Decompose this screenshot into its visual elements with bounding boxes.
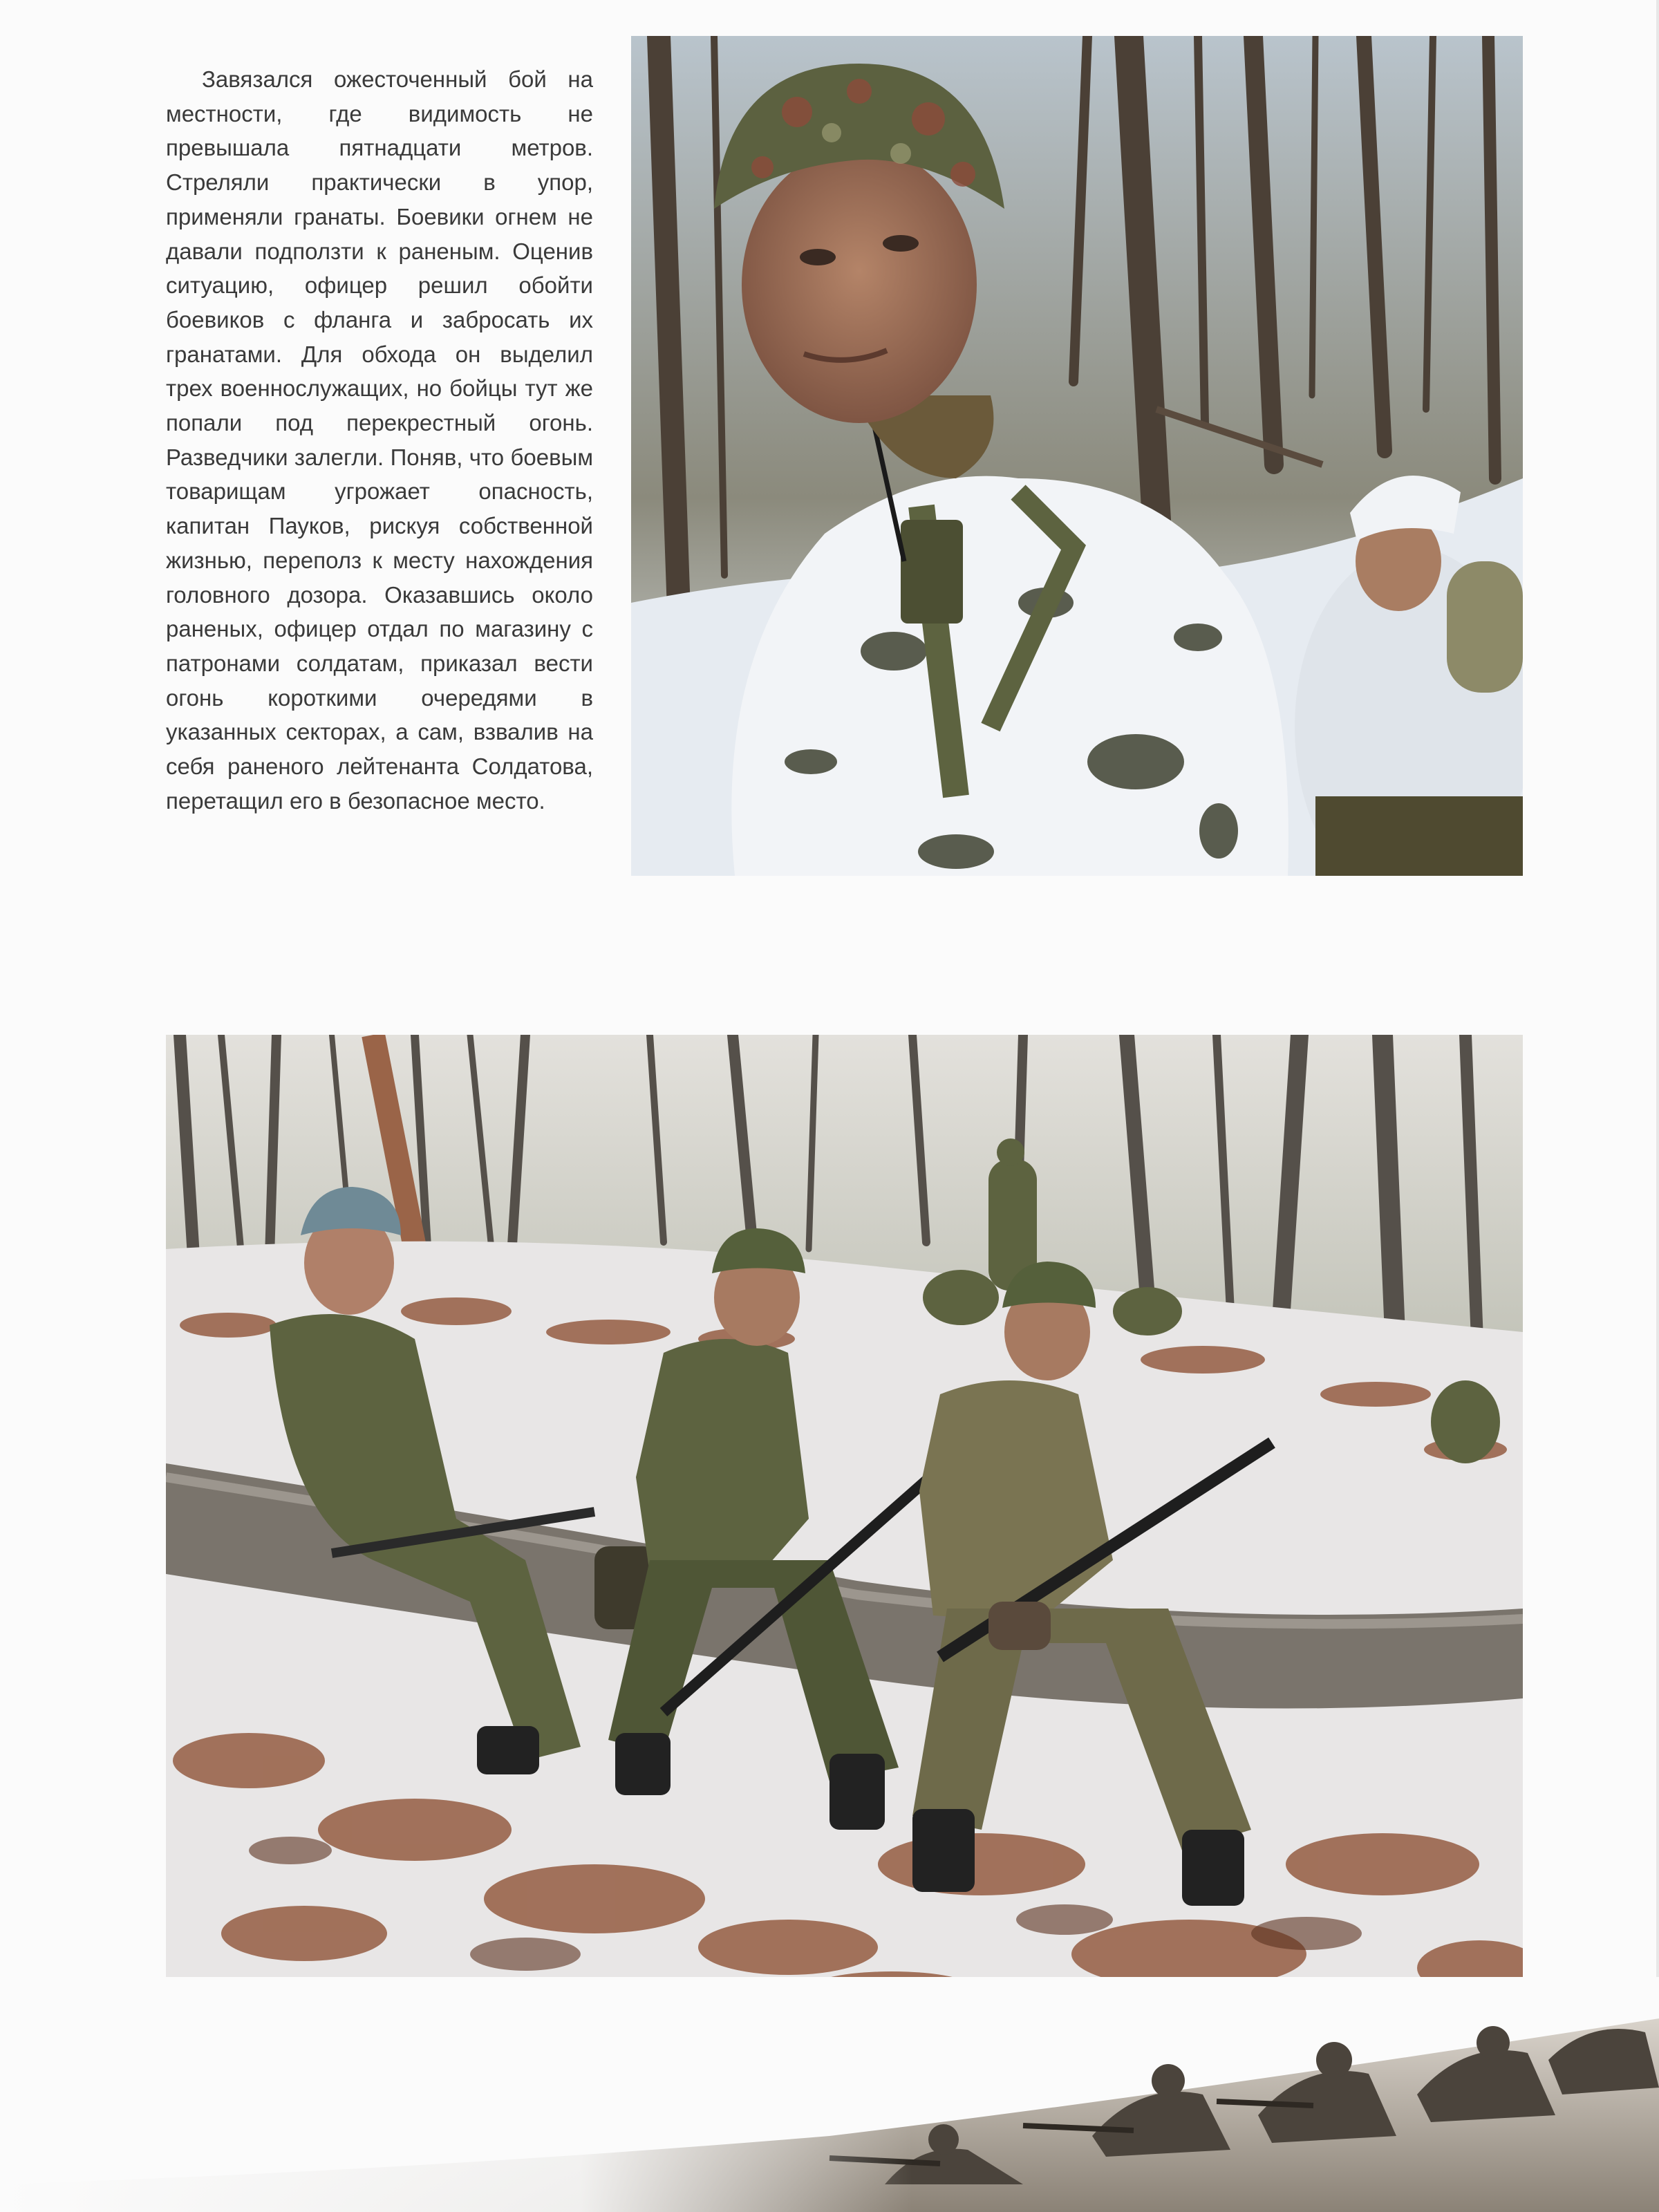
sepia-soldiers-decorative-strip <box>0 1977 1659 2212</box>
soldier-winter-camouflage-photo <box>631 36 1523 876</box>
three-soldiers-forest-photo <box>166 1035 1523 2000</box>
body-paragraph: Завязался ожесточенный бой на местности, где видимость не превышала пятнадцати метров. Стреляли практически в упор, применяли гранаты. Боевики огнем не давали подползти к раненым. Оценив ситуацию, офицер решил обойти боевиков с фланга и забросать их гранатами. Для обхода он выделил трех военнослужащих, но бойцы тут же попали под перекрестный огонь. Разведчики залегли. Поняв, что боевым товарищам угрожает опасность, капитан Пауков, рискуя собственной жизнью, переполз к месту нахождения головного дозора. Оказавшись около раненых, офицер отдал по магазину с патронами солдатам, приказал вести огонь короткими очередями в указанных секторах, а сам, взвалив на себя раненого лейтенанта Солдатова, перетащил его в безопасное место. <box>166 66 593 814</box>
